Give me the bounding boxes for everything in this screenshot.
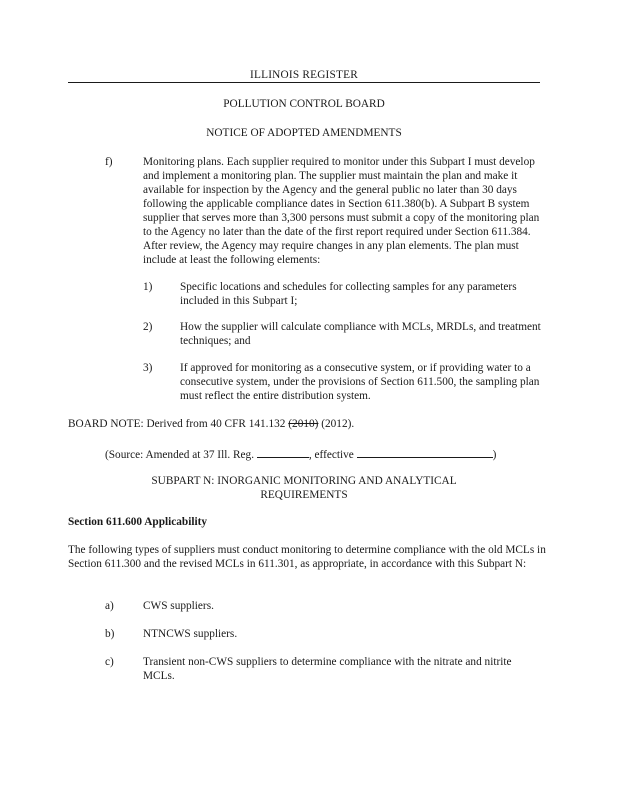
effective-blank: [357, 446, 493, 458]
item-3-text: If approved for monitoring as a consecutive system, or if providing water to a consecutive system, under the provisions of Section 611.500, the sampling plan must reflect the entire distribution system.: [180, 362, 540, 402]
board-note: [68, 417, 354, 431]
item-3-label: 3): [143, 362, 153, 374]
source-prefix: (Source: Amended at 37 Ill. Reg.: [105, 449, 257, 461]
board-note-suffix: (2012).: [318, 418, 355, 430]
subsection-f-label: f): [105, 156, 113, 168]
item-1-text: Specific locations and schedules for collecting samples for any parameters included in this Subpart I;: [180, 281, 517, 307]
section-intro: The following types of suppliers must conduct monitoring to determine compliance with the old MCLs in Section 611.300 and the revised MCLs in 611.301, as appropriate, in accordance with this Subpart N:: [68, 544, 546, 570]
board-name: POLLUTION CONTROL BOARD: [223, 98, 385, 110]
subpart-heading-line2: REQUIREMENTS: [260, 489, 348, 501]
item-a-label: a): [105, 600, 114, 612]
subsection-f-text: Monitoring plans. Each supplier required to monitor under this Subpart I must develop and implement a monitoring plan. The supplier must maintain the plan and make it available for inspection by the Agency and the general public no later than 30 days following the applicable compliance dates in Section 611.380(b). A Subpart B system supplier that serves more than 3,300 persons must submit a copy of the monitoring plan to the Agency no later than the date of the first report required under Section 611.384. After review, the Agency may require changes in any plan elements. The plan must include at least the following elements:: [143, 156, 540, 266]
register-title: ILLINOIS REGISTER: [68, 68, 540, 83]
item-b-label: b): [105, 628, 115, 640]
item-a-text: CWS suppliers.: [143, 600, 214, 612]
notice-title: NOTICE OF ADOPTED AMENDMENTS: [206, 127, 402, 139]
board-note-struck: (2010): [288, 418, 319, 430]
subpart-heading-line1: SUBPART N: INORGANIC MONITORING AND ANALYTICAL: [151, 475, 457, 487]
board-note-prefix: BOARD NOTE: Derived from 40 CFR 141.132: [68, 418, 289, 430]
reg-blank: [257, 446, 309, 458]
source-line: [105, 446, 496, 462]
section-heading: Section 611.600 Applicability: [68, 516, 208, 528]
item-c-label: c): [105, 656, 114, 668]
item-1-label: 1): [143, 281, 153, 293]
item-b-text: NTNCWS suppliers.: [143, 628, 238, 640]
item-2-label: 2): [143, 321, 153, 333]
item-2-text: How the supplier will calculate compliance with MCLs, MRDLs, and treatment techniques; and: [180, 321, 541, 347]
item-c-text: Transient non-CWS suppliers to determine compliance with the nitrate and nitrite MCLs.: [143, 656, 512, 682]
source-middle: , effective: [308, 449, 357, 461]
source-suffix: ): [492, 449, 497, 461]
